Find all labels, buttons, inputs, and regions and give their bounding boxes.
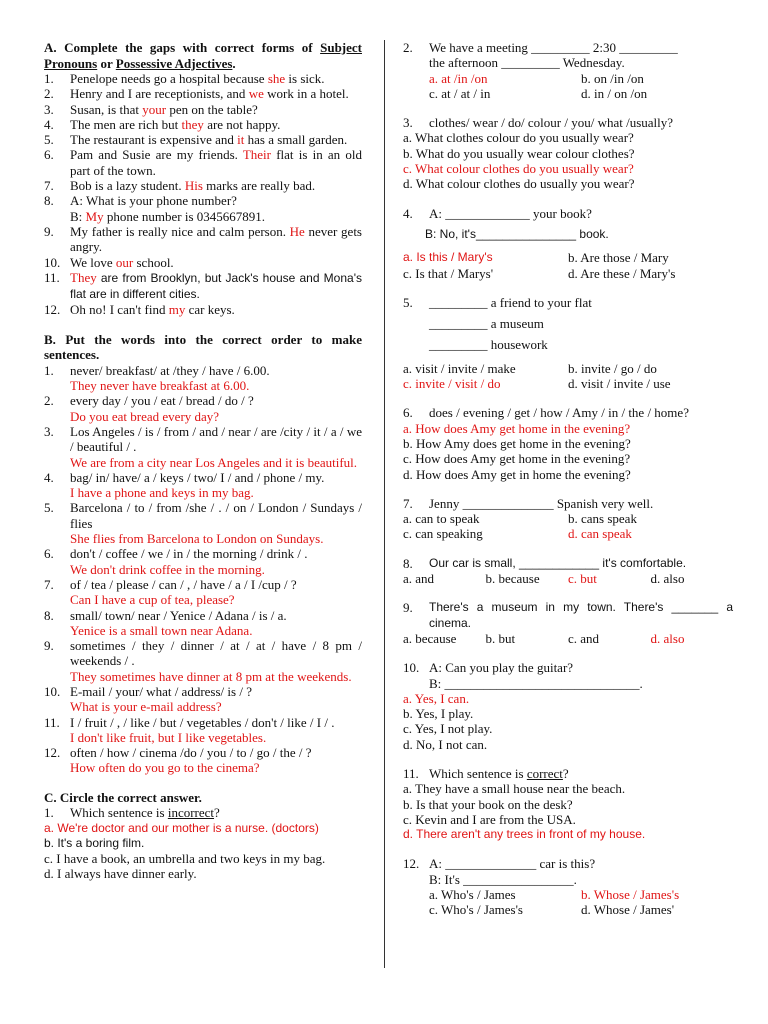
list-item: 11. They are from Brooklyn, but Jack's house and Mona's flat are in different cities. <box>44 269 362 302</box>
options-row <box>403 511 733 526</box>
list-item: 10. We love our school. <box>44 254 174 270</box>
option-c[interactable]: c. invite / visit / do <box>403 376 501 392</box>
list-item: 12. often / how / cinema /do / you / to / go / the / ? How often do you go to the cinema? <box>44 745 312 776</box>
section-a-list <box>44 71 362 318</box>
option-c[interactable]: c. can speaking <box>403 526 483 542</box>
option-b[interactable]: b. cans speak <box>568 511 637 527</box>
options-row <box>403 361 733 376</box>
question-10: 10. A: Can you play the guitar? B: ______________________________. <box>403 660 643 691</box>
list-item: 8. small/ town/ near / Yenice / Adana / is / a. Yenice is a small town near Adana. <box>44 607 287 638</box>
list-item: 5. The restaurant is expensive and it has a small garden. <box>44 132 348 148</box>
option-d[interactable]: d. also <box>650 630 685 646</box>
list-item: 11. I / fruit / , / like / but / vegetables / don't / like / I / . I don't like fruit, but I like vegetables. <box>44 714 335 745</box>
option-a[interactable]: a. visit / invite / make <box>403 360 516 376</box>
list-item: 1. never/ breakfast/ at /they / have / 6.00. They never have breakfast at 6.00. <box>44 362 270 394</box>
option-c[interactable]: c. What colour clothes do you usually wear? <box>403 161 634 177</box>
option-d[interactable]: d. No, I not can. <box>403 736 488 752</box>
list-item: 3. Los Angeles / is / from / and / near / are /city / it / a / we / beautiful / . We are from a city near Los Angeles and it is beautiful. <box>44 423 362 470</box>
option-b[interactable]: b. Whose / James's <box>581 887 680 903</box>
option-a[interactable]: a. and <box>403 571 435 587</box>
section-b-heading: B. Put the words into the correct order to make sentences. <box>44 331 362 363</box>
option-d[interactable]: d. can speak <box>568 526 632 542</box>
option-d[interactable]: d. There aren't any trees in front of my house. <box>403 827 646 842</box>
option-b[interactable]: b. How Amy does get home in the evening? <box>403 435 631 451</box>
question-4-line-b: B: No, it's_______________ book. <box>425 226 609 241</box>
options-row <box>403 266 733 281</box>
option-b[interactable]: b. Is that your book on the desk? <box>403 796 573 812</box>
list-item: 2. Henry and I are receptionists, and we work in a hotel. <box>44 86 349 102</box>
question-9: 9. There's a museum in my town. There's _______ a cinema. <box>403 600 733 630</box>
question-6: 6. does / evening / get / how / Amy / in / the / home? <box>403 405 689 421</box>
list-item: 6. don't / coffee / we / in / the morning / drink / . We don't drink coffee in the morning. <box>44 546 308 577</box>
list-item: 7. Bob is a lazy student. His marks are really bad. <box>44 178 316 194</box>
question-8: 8. Our car is small, ____________ it's comfortable. <box>403 555 687 571</box>
option-c[interactable]: c. Is that / Marys' <box>403 265 494 281</box>
list-item: 6. Pam and Susie are my friends. Their flat is in an old part of the town. <box>44 147 362 178</box>
section-b-list <box>44 363 362 776</box>
option-c[interactable]: c. at / at / in <box>429 85 491 101</box>
section-a-heading: A. Complete the gaps with correct forms of Subject Pronouns or Possessive Adjectives. <box>44 40 362 71</box>
option-b[interactable]: b. It's a boring film. <box>44 835 145 850</box>
option-d[interactable]: d. How does Amy get in home the evening? <box>403 466 631 482</box>
option-a[interactable]: a. at /in /on <box>429 70 488 86</box>
option-b[interactable]: b. What do you usually wear colour clothes? <box>403 145 635 161</box>
list-item: 5. Barcelona / to / from /she / . / on / London / Sundays / flies She flies from Barcelona to London on Sundays. <box>44 500 362 547</box>
list-item: 7. of / tea / please / can / , / have / a / I /cup / ? Can I have a cup of tea, please? <box>44 576 297 608</box>
option-c[interactable]: c. but <box>568 571 597 587</box>
option-a[interactable]: a. Is this / Mary's <box>403 250 493 265</box>
question-12: 12. A: ______________ car is this? B: It's _________________. <box>403 856 596 887</box>
option-b[interactable]: b. but <box>485 630 516 646</box>
option-d[interactable]: d. also <box>650 571 685 587</box>
option-b[interactable]: b. Are those / Mary <box>568 250 669 266</box>
list-item: 4. The men are rich but they are not happy. <box>44 116 281 132</box>
question-2: 2. We have a meeting _________ 2:30 _________ the afternoon _________ Wednesday. <box>403 40 678 71</box>
options-row <box>403 631 733 646</box>
option-b[interactable]: b. Yes, I play. <box>403 706 474 722</box>
option-d[interactable]: d. visit / invite / use <box>568 376 671 392</box>
option-c[interactable]: c. How does Amy get home in the evening? <box>403 451 631 467</box>
option-a[interactable]: a. How does Amy get home in the evening? <box>403 420 631 436</box>
list-item: 9. sometimes / they / dinner / at / at / have / 8 pm / weekends / . They sometimes have dinner at 8 pm at the weekends. <box>44 638 362 684</box>
options-row <box>403 526 733 541</box>
option-c[interactable]: c. and <box>568 630 600 646</box>
list-item: 9. My father is really nice and calm person. He never gets angry. <box>44 223 362 255</box>
question-4: 4. A: _____________ your book? <box>403 205 592 221</box>
list-item: 1. Penelope needs go a hospital because she is sick. <box>44 71 325 86</box>
list-item: 2. every day / you / eat / bread / do / ? Do you eat bread every day? <box>44 393 254 424</box>
option-b[interactable]: b. on /in /on <box>581 70 644 86</box>
options-row <box>403 902 733 917</box>
question-5-line-2: _________ a museum <box>429 316 544 332</box>
question-7: 7. Jenny ______________ Spanish very well. <box>403 495 654 511</box>
option-d[interactable]: d. I always have dinner early. <box>44 866 197 882</box>
list-item: 12. Oh no! I can't find my car keys. <box>44 302 235 318</box>
option-c[interactable]: c. Who's / James's <box>429 902 523 918</box>
left-column <box>44 40 362 882</box>
question-1: 1. Which sentence is incorrect? <box>44 805 220 821</box>
question-11: 11. Which sentence is correct? <box>403 765 569 781</box>
options-row <box>403 86 733 101</box>
options-row <box>403 887 733 902</box>
option-d[interactable]: d. Are these / Mary's <box>568 265 676 281</box>
list-item: 4. bag/ in/ have/ a / keys / two/ I / and / phone / my. I have a phone and keys in my bag. <box>44 469 325 501</box>
option-a[interactable]: a. We're doctor and our mother is a nurse. (doctors) <box>44 820 319 835</box>
options-row <box>403 376 733 391</box>
options-row <box>403 571 733 586</box>
right-column <box>403 40 733 918</box>
option-d[interactable]: d. in / on /on <box>581 85 648 101</box>
section-c-heading: C. Circle the correct answer. <box>44 789 202 805</box>
option-d[interactable]: d. Whose / James' <box>581 902 675 918</box>
list-item: 3. Susan, is that your pen on the table? <box>44 101 258 117</box>
option-a[interactable]: a. Who's / James <box>429 887 516 903</box>
question-5: 5. _________ a friend to your flat <box>403 294 592 310</box>
column-divider <box>384 40 385 968</box>
option-d[interactable]: d. What colour clothes do usually you wear? <box>403 176 635 192</box>
question-3: 3. clothes/ wear / do/ colour / you/ what /usually? <box>403 115 674 131</box>
option-a[interactable]: a. Yes, I can. <box>403 690 470 706</box>
option-c[interactable]: c. Kevin and I are from the USA. <box>403 811 576 827</box>
option-b[interactable]: b. because <box>485 571 540 587</box>
options-row <box>403 250 733 265</box>
list-item: 10. E-mail / your/ what / address/ is / ? What is your e-mail address? <box>44 683 252 715</box>
option-a[interactable]: a. They have a small house near the beach. <box>403 781 626 797</box>
option-c[interactable]: c. Yes, I not play. <box>403 721 493 737</box>
option-b[interactable]: b. invite / go / do <box>568 360 657 376</box>
options-row <box>403 71 733 86</box>
option-a[interactable]: a. because <box>403 630 457 646</box>
question-5-line-3: _________ housework <box>429 337 548 353</box>
option-c[interactable]: c. I have a book, an umbrella and two keys in my bag. <box>44 851 326 867</box>
list-item: 8. A: What is your phone number? B: My phone number is 0345667891. <box>44 193 266 224</box>
option-a[interactable]: a. What clothes colour do you usually wear? <box>403 130 634 146</box>
option-a[interactable]: a. can to speak <box>403 511 480 527</box>
